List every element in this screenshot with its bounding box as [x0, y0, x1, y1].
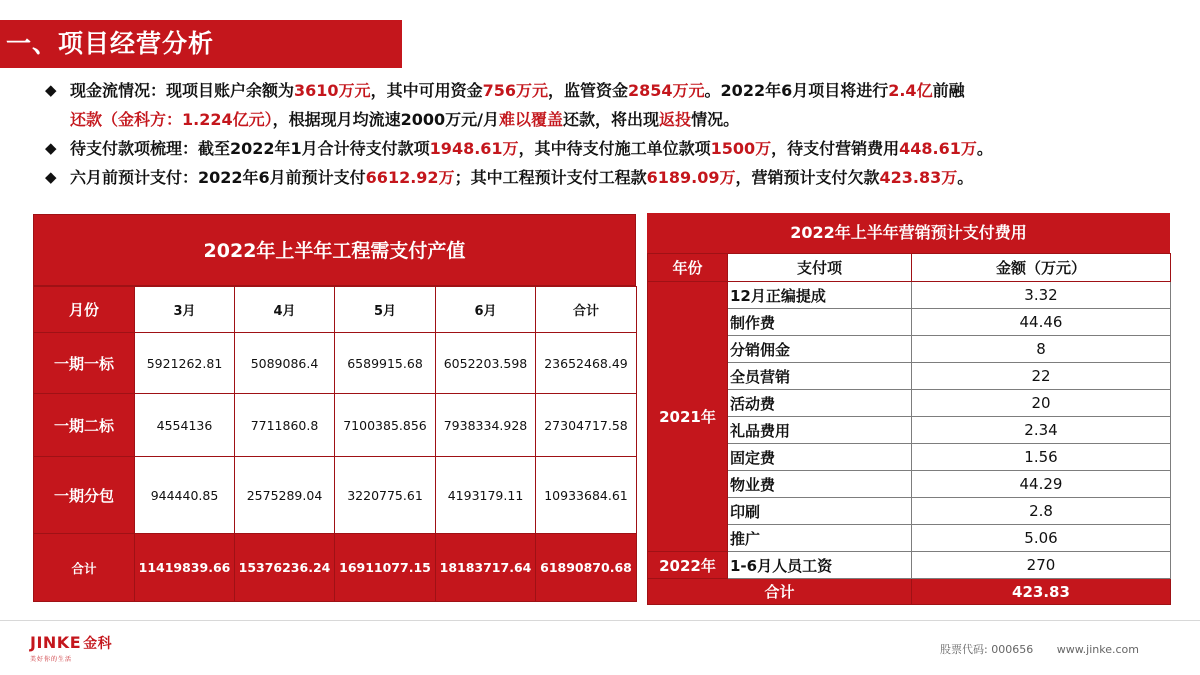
text: 现金流情况：现项目账户余额为	[70, 81, 295, 100]
table-header-row	[34, 287, 637, 333]
footer-info	[940, 641, 1159, 657]
page-title: 一、项目经营分析	[0, 20, 402, 68]
bullet-continuation	[70, 105, 1192, 134]
summary-bullets	[42, 76, 1192, 192]
item-cell: 推广	[728, 525, 912, 552]
highlight: 756万元	[482, 81, 548, 100]
table-cell: 15376236.24	[235, 534, 335, 602]
table-title: 2022年上半年工程需支付产值	[33, 214, 636, 286]
row-label: 合计	[648, 579, 912, 605]
engineering-table-grid	[33, 286, 637, 602]
table-total-row	[648, 579, 1171, 605]
column-header: 4月	[235, 287, 335, 333]
table-cell: 7100385.856	[335, 394, 436, 457]
table-cell: 5921262.81	[135, 333, 235, 394]
item-cell: 制作费	[728, 309, 912, 336]
bullet-expected-payments	[42, 163, 1192, 192]
column-header: 5月	[335, 287, 436, 333]
column-header: 支付项	[728, 254, 912, 282]
table-cell: 7711860.8	[235, 394, 335, 457]
text: 待支付款项梳理：截至2022年1月合计待支付款项	[70, 139, 430, 158]
item-cell: 固定费	[728, 444, 912, 471]
text: ；其中工程预计支付工程款	[454, 168, 647, 187]
text: ，其中待支付施工单位款项	[518, 139, 711, 158]
amount-cell: 20	[912, 390, 1171, 417]
amount-cell: 5.06	[912, 525, 1171, 552]
highlight: 难以覆盖	[499, 110, 564, 129]
highlight: 6189.09万	[646, 168, 736, 187]
column-header: 年份	[648, 254, 728, 282]
logo-cn: 金科	[83, 636, 113, 652]
table-cell: 944440.85	[135, 457, 235, 534]
table-cell: 6052203.598	[436, 333, 536, 394]
text: 六月前预计支付：2022年6月前预计支付	[70, 168, 366, 187]
text: 。	[957, 168, 974, 187]
highlight: 返投	[659, 110, 692, 129]
amount-cell: 1.56	[912, 444, 1171, 471]
row-label: 合计	[34, 534, 135, 602]
column-header: 月份	[34, 287, 135, 333]
column-header: 3月	[135, 287, 235, 333]
amount-cell: 22	[912, 363, 1171, 390]
column-header: 6月	[436, 287, 536, 333]
diamond-bullet-icon: ◆	[45, 168, 57, 186]
bullet-pending-payments	[42, 134, 1192, 163]
highlight: 2.4亿	[888, 81, 933, 100]
amount-cell: 8	[912, 336, 1171, 363]
engineering-payment-table	[33, 214, 636, 602]
amount-cell: 2.34	[912, 417, 1171, 444]
diamond-bullet-icon: ◆	[45, 139, 57, 157]
highlight: 423.83万	[879, 168, 958, 187]
item-cell: 分销佣金	[728, 336, 912, 363]
table-cell: 16911077.15	[335, 534, 436, 602]
highlight: 还款（金科方：1.224亿元）	[70, 110, 273, 129]
table-row	[34, 457, 637, 534]
row-label: 一期一标	[34, 333, 135, 394]
item-cell: 活动费	[728, 390, 912, 417]
highlight: 2854万元	[628, 81, 705, 100]
text: 情况。	[691, 110, 740, 129]
logo-slogan: 美好你的生活	[30, 656, 73, 663]
diamond-bullet-icon: ◆	[45, 81, 57, 99]
bullet-cash-flow	[42, 76, 1192, 134]
jinke-logo	[30, 633, 112, 663]
table-cell: 5089086.4	[235, 333, 335, 394]
website-link[interactable]: www.jinke.com	[1056, 643, 1139, 656]
footer-divider	[0, 620, 1200, 621]
text: 。2022年6月项目将进行	[704, 81, 889, 100]
table-row	[34, 333, 637, 394]
text: ，营销预计支付欠款	[735, 168, 880, 187]
highlight: 448.61万	[899, 139, 977, 158]
amount-cell: 2.8	[912, 498, 1171, 525]
text: 前融	[932, 81, 965, 100]
text: 。	[976, 139, 993, 158]
table-row	[648, 552, 1171, 579]
text: ，根据现月均流速2000万元/月	[272, 110, 500, 129]
table-cell: 10933684.61	[536, 457, 637, 534]
table-header-row	[648, 254, 1171, 282]
item-cell: 物业费	[728, 471, 912, 498]
text: ，待支付营销费用	[771, 139, 900, 158]
row-label: 一期分包	[34, 457, 135, 534]
amount-cell: 44.46	[912, 309, 1171, 336]
highlight: 6612.92万	[365, 168, 455, 187]
stock-code: 股票代码: 000656	[940, 643, 1034, 656]
table-cell: 11419839.66	[135, 534, 235, 602]
column-header: 金额（万元）	[912, 254, 1171, 282]
table-row	[34, 394, 637, 457]
item-cell: 全员营销	[728, 363, 912, 390]
item-cell: 12月正编提成	[728, 282, 912, 309]
highlight: 1500万	[710, 139, 772, 158]
text: ，其中可用资金	[370, 81, 483, 100]
column-header: 合计	[536, 287, 637, 333]
amount-cell: 423.83	[912, 579, 1171, 605]
amount-cell: 3.32	[912, 282, 1171, 309]
table-cell: 3220775.61	[335, 457, 436, 534]
row-label: 一期二标	[34, 394, 135, 457]
table-cell: 4554136	[135, 394, 235, 457]
text: 还款，将出现	[563, 110, 660, 129]
table-cell: 2575289.04	[235, 457, 335, 534]
year-cell: 2021年	[648, 282, 728, 552]
table-title: 2022年上半年营销预计支付费用	[647, 213, 1170, 253]
amount-cell: 44.29	[912, 471, 1171, 498]
logo-wordmark	[30, 633, 112, 653]
highlight: 3610万元	[294, 81, 371, 100]
text: ，监管资金	[547, 81, 628, 100]
item-cell: 礼品费用	[728, 417, 912, 444]
table-cell: 23652468.49	[536, 333, 637, 394]
table-cell: 7938334.928	[436, 394, 536, 457]
highlight: 1948.61万	[429, 139, 519, 158]
table-cell: 4193179.11	[436, 457, 536, 534]
year-cell: 2022年	[648, 552, 728, 579]
item-cell: 1-6月人员工资	[728, 552, 912, 579]
marketing-payment-table	[647, 213, 1170, 605]
table-cell: 27304717.58	[536, 394, 637, 457]
amount-cell: 270	[912, 552, 1171, 579]
marketing-table-grid	[647, 253, 1171, 605]
table-total-row	[34, 534, 637, 602]
table-cell: 61890870.68	[536, 534, 637, 602]
table-row	[648, 282, 1171, 309]
item-cell: 印刷	[728, 498, 912, 525]
logo-text: JINKE	[30, 633, 82, 652]
table-cell: 18183717.64	[436, 534, 536, 602]
table-cell: 6589915.68	[335, 333, 436, 394]
